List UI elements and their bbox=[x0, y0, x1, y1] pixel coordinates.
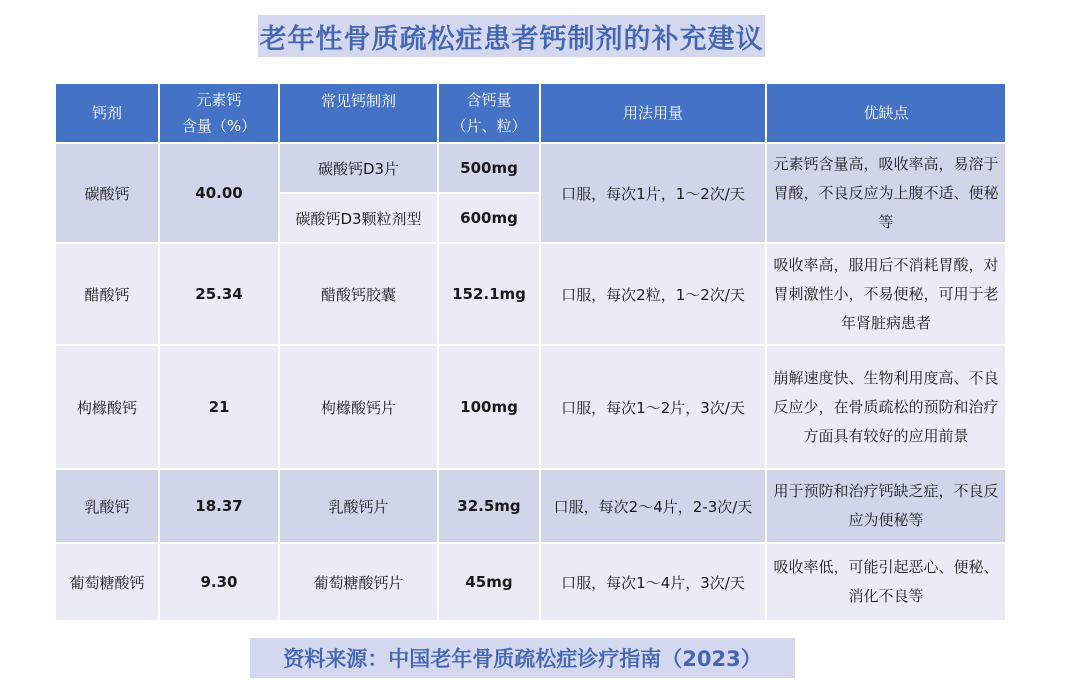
table-row bbox=[55, 543, 1006, 621]
cell-product: 碳酸钙D3颗粒剂型 bbox=[279, 193, 438, 243]
cell-product: 乳酸钙片 bbox=[279, 469, 438, 543]
table-header-row bbox=[55, 83, 1006, 143]
cell-pros-cons: 吸收率低，可能引起恶心、便秘、消化不良等 bbox=[766, 543, 1006, 621]
cell-product: 葡萄糖酸钙片 bbox=[279, 543, 438, 621]
cell-agent: 乳酸钙 bbox=[55, 469, 159, 543]
cell-agent: 枸橼酸钙 bbox=[55, 345, 159, 469]
cell-product: 碳酸钙D3片 bbox=[279, 143, 438, 193]
table-row bbox=[55, 143, 1006, 193]
page-title: 老年性骨质疏松症患者钙制剂的补充建议 bbox=[258, 15, 765, 57]
cell-usage: 口服，每次1～2片，3次/天 bbox=[540, 345, 766, 469]
cell-product: 枸橼酸钙片 bbox=[279, 345, 438, 469]
header-amount: 含钙量 （片、粒） bbox=[438, 83, 540, 143]
cell-content: 21 bbox=[159, 345, 279, 469]
cell-amount: 45mg bbox=[438, 543, 540, 621]
cell-usage: 口服，每次2～4片，2-3次/天 bbox=[540, 469, 766, 543]
cell-agent: 醋酸钙 bbox=[55, 243, 159, 345]
cell-usage: 口服，每次1片，1～2次/天 bbox=[540, 143, 766, 243]
cell-usage: 口服，每次2粒，1～2次/天 bbox=[540, 243, 766, 345]
calcium-supplement-table bbox=[54, 82, 1007, 622]
cell-amount: 100mg bbox=[438, 345, 540, 469]
cell-content: 40.00 bbox=[159, 143, 279, 243]
cell-amount: 32.5mg bbox=[438, 469, 540, 543]
header-product: 常见钙制剂 bbox=[279, 83, 438, 143]
cell-pros-cons: 崩解速度快、生物利用度高、不良反应少，在骨质疏松的预防和治疗方面具有较好的应用前景 bbox=[766, 345, 1006, 469]
cell-content: 18.37 bbox=[159, 469, 279, 543]
header-pros-cons: 优缺点 bbox=[766, 83, 1006, 143]
table-row bbox=[55, 243, 1006, 345]
cell-content: 25.34 bbox=[159, 243, 279, 345]
header-content: 元素钙 含量（%） bbox=[159, 83, 279, 143]
cell-pros-cons: 元素钙含量高，吸收率高，易溶于胃酸，不良反应为上腹不适、便秘等 bbox=[766, 143, 1006, 243]
cell-agent: 碳酸钙 bbox=[55, 143, 159, 243]
table-row bbox=[55, 345, 1006, 469]
table-row bbox=[55, 469, 1006, 543]
header-agent: 钙剂 bbox=[55, 83, 159, 143]
cell-amount: 500mg bbox=[438, 143, 540, 193]
cell-amount: 152.1mg bbox=[438, 243, 540, 345]
cell-product: 醋酸钙胶囊 bbox=[279, 243, 438, 345]
header-usage: 用法用量 bbox=[540, 83, 766, 143]
cell-agent: 葡萄糖酸钙 bbox=[55, 543, 159, 621]
cell-content: 9.30 bbox=[159, 543, 279, 621]
source-citation: 资料来源：中国老年骨质疏松症诊疗指南（2023） bbox=[250, 638, 795, 678]
cell-pros-cons: 用于预防和治疗钙缺乏症，不良反应为便秘等 bbox=[766, 469, 1006, 543]
cell-amount: 600mg bbox=[438, 193, 540, 243]
cell-usage: 口服，每次1～4片，3次/天 bbox=[540, 543, 766, 621]
cell-pros-cons: 吸收率高，服用后不消耗胃酸，对胃刺激性小，不易便秘，可用于老年肾脏病患者 bbox=[766, 243, 1006, 345]
